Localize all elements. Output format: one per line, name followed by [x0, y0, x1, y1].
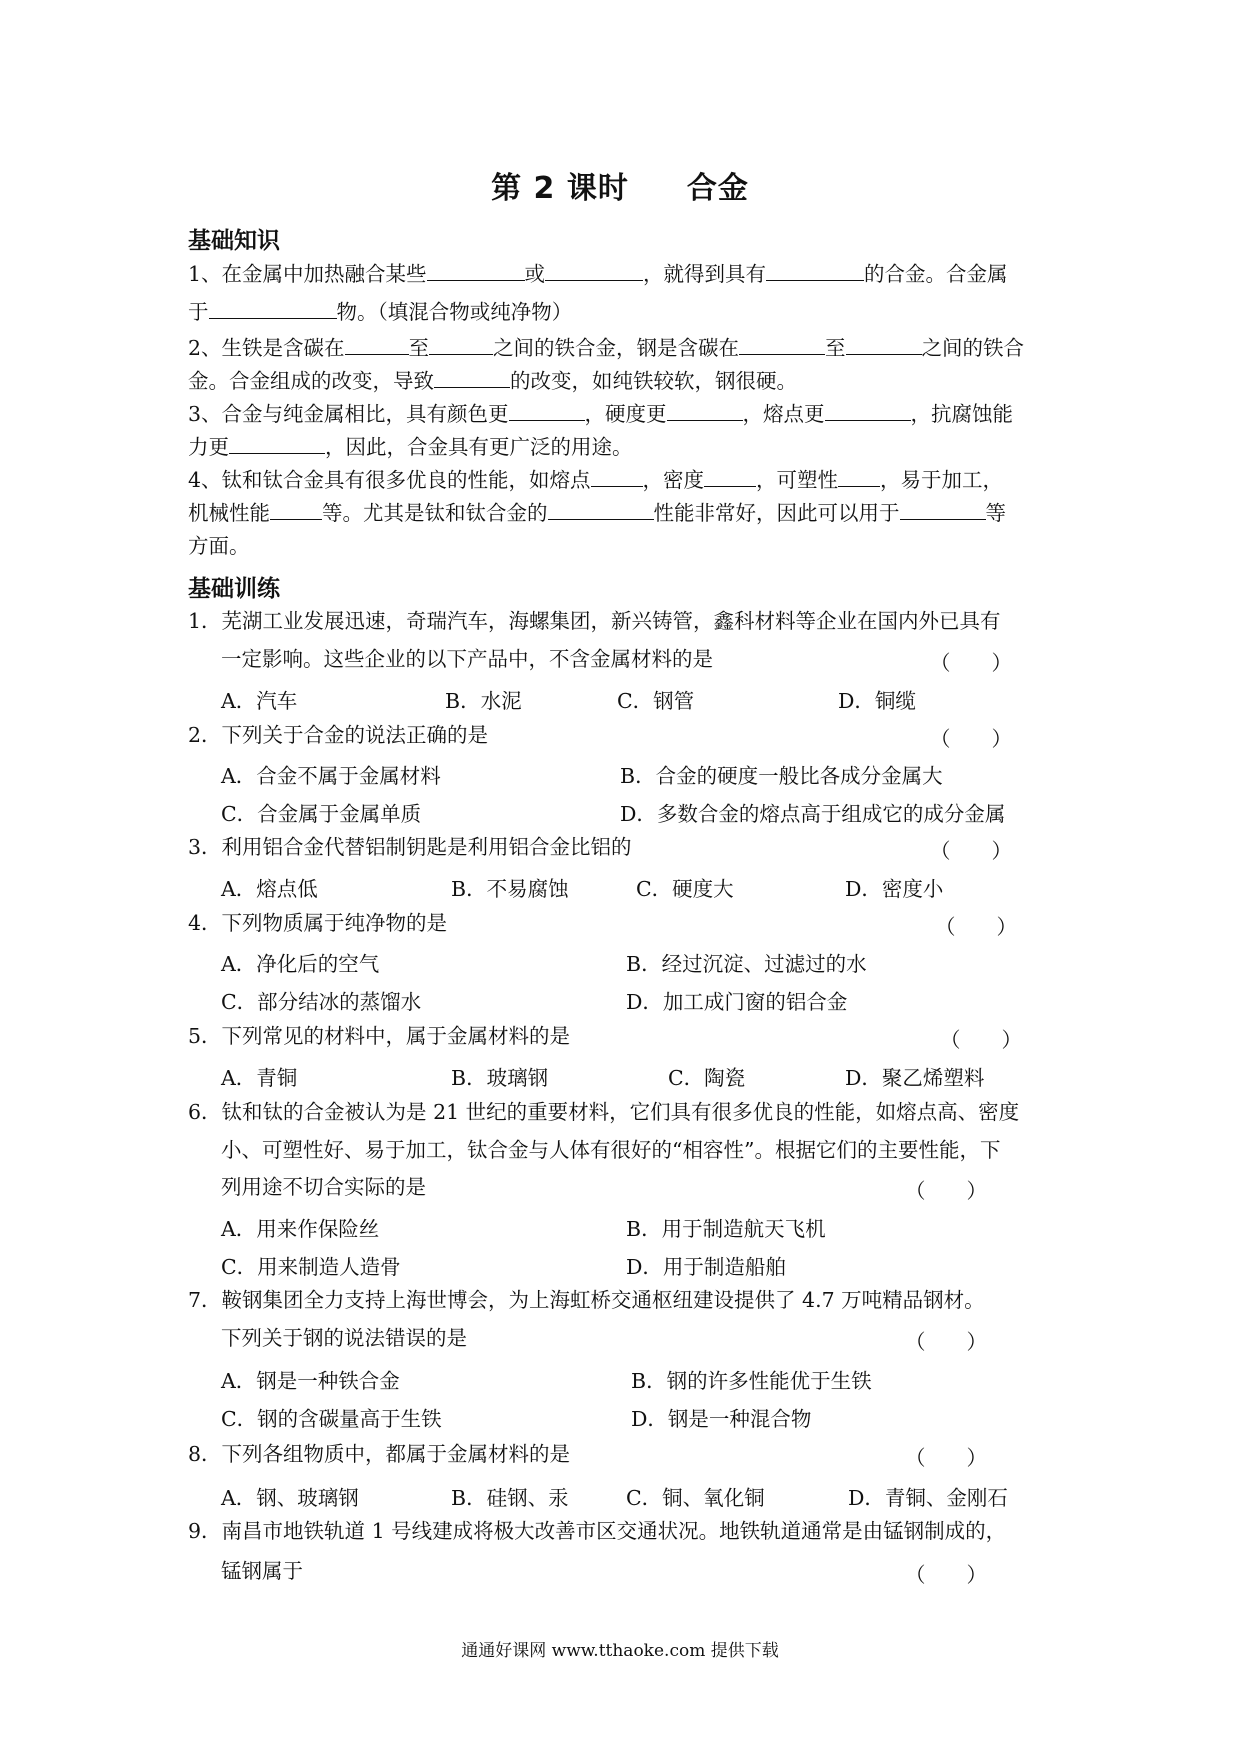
q7-option-d: D．钢是一种混合物: [631, 1407, 812, 1431]
q4-option-a: A．净化后的空气: [221, 952, 380, 976]
title-topic: 合金: [686, 171, 749, 206]
question-6-line-1: 6．钛和钛的合金被认为是 21 世纪的重要材料，它们具有很多优良的性能，如熔点高、密度: [188, 1100, 1020, 1124]
q6-option-a: A．用来作保险丝: [221, 1217, 380, 1241]
knowledge-4-line-2: 机械性能 等。尤其是钛和钛合金的 性能非常好，因此可以用于 等: [188, 501, 1006, 525]
q8-option-d: D．青铜、金刚石: [848, 1486, 1008, 1510]
answer-paren-4: （ ）: [935, 915, 1017, 939]
q8-option-b: B．硅钢、汞: [451, 1486, 569, 1510]
knowledge-1-line-1: 1、在金属中加热融合某些 或 ，就得到具有 的合金。合金属: [188, 262, 1008, 286]
q4-option-b: B．经过沉淀、过滤过的水: [626, 952, 867, 976]
section-heading-training: 基础训练: [188, 576, 280, 602]
q5-option-c: C．陶瓷: [668, 1066, 746, 1090]
answer-paren-3: （ ）: [930, 839, 1012, 863]
knowledge-3-line-1: 3、合金与纯金属相比，具有颜色更 ，硬度更 ，熔点更 ，抗腐蚀能: [188, 402, 1014, 426]
q2-option-a: A．合金不属于金属材料: [221, 764, 441, 788]
section-heading-knowledge: 基础知识: [188, 228, 280, 254]
question-3-line-1: 3．利用铝合金代替铝制钥匙是利用铝合金比铝的: [188, 835, 632, 859]
q1-option-c: C．钢管: [617, 689, 695, 713]
q7-option-a: A．钢是一种铁合金: [221, 1369, 400, 1393]
question-1-line-2: 一定影响。这些企业的以下产品中，不含金属材料的是: [221, 647, 713, 671]
knowledge-4-line-1: 4、钛和钛合金具有很多优良的性能，如熔点 ，密度 ，可塑性 ，易于加工，: [188, 468, 1004, 492]
question-8-line-1: 8．下列各组物质中，都属于金属材料的是: [188, 1442, 571, 1466]
q6-option-b: B．用于制造航天飞机: [626, 1217, 826, 1241]
q1-option-b: B．水泥: [445, 689, 522, 713]
q1-option-a: A．汽车: [221, 689, 298, 713]
q7-option-b: B．钢的许多性能优于生铁: [631, 1369, 872, 1393]
q3-option-c: C．硬度大: [636, 877, 734, 901]
knowledge-4-line-3: 方面。: [188, 534, 250, 558]
q6-option-c: C．用来制造人造骨: [221, 1255, 401, 1279]
question-9-line-1: 9．南昌市地铁轨道 1 号线建成将极大改善市区交通状况。地铁轨道通常是由锰钢制成的，: [188, 1519, 1007, 1543]
q3-option-d: D．密度小: [845, 877, 944, 901]
q6-option-d: D．用于制造船舶: [626, 1255, 786, 1279]
knowledge-3-line-2: 力更 ，因此，合金具有更广泛的用途。: [188, 435, 633, 459]
q2-option-b: B．合金的硬度一般比各成分金属大: [620, 764, 943, 788]
q5-option-b: B．玻璃钢: [451, 1066, 549, 1090]
q3-option-a: A．熔点低: [221, 877, 318, 901]
question-5-line-1: 5．下列常见的材料中，属于金属材料的是: [188, 1024, 571, 1048]
q7-option-c: C．钢的含碳量高于生铁: [221, 1407, 442, 1431]
page-title: [0, 163, 1240, 207]
answer-paren-2: （ ）: [930, 727, 1012, 751]
question-4-line-1: 4．下列物质属于纯净物的是: [188, 911, 448, 935]
question-2-line-1: 2．下列关于合金的说法正确的是: [188, 723, 489, 747]
q1-option-d: D．铜缆: [838, 689, 916, 713]
q3-option-b: B．不易腐蚀: [451, 877, 569, 901]
knowledge-2-line-1: 2、生铁是含碳在 至 之间的铁合金，钢是含碳在 至 之间的铁合: [188, 336, 1025, 360]
question-9-line-2: 锰钢属于: [221, 1559, 303, 1583]
title-lesson: 第 2 课时: [491, 171, 629, 206]
question-1-line-1: 1．芜湖工业发展迅速，奇瑞汽车，海螺集团，新兴铸管，鑫科材料等企业在国内外已具有: [188, 609, 1001, 633]
q5-option-a: A．青铜: [221, 1066, 298, 1090]
q2-option-c: C．合金属于金属单质: [221, 802, 422, 826]
answer-paren-1: （ ）: [930, 651, 1012, 675]
answer-paren-6: （ ）: [905, 1179, 987, 1203]
q8-option-a: A．钢、玻璃钢: [221, 1486, 359, 1510]
q4-option-c: C．部分结冰的蒸馏水: [221, 990, 422, 1014]
question-6-line-3: 列用途不切合实际的是: [221, 1175, 426, 1199]
answer-paren-7: （ ）: [905, 1330, 987, 1354]
answer-paren-5: （ ）: [940, 1028, 1022, 1052]
answer-paren-8: （ ）: [905, 1446, 987, 1470]
knowledge-2-line-2: 金。合金组成的改变，导致 的改变，如纯铁较软，钢很硬。: [188, 369, 797, 393]
q2-option-d: D．多数合金的熔点高于组成它的成分金属: [620, 802, 1006, 826]
knowledge-1-line-2: 于 物。（填混合物或纯净物）: [188, 300, 573, 324]
q8-option-c: C．铜、氧化铜: [626, 1486, 765, 1510]
q5-option-d: D．聚乙烯塑料: [845, 1066, 985, 1090]
question-7-line-2: 下列关于钢的说法错误的是: [221, 1326, 467, 1350]
answer-paren-9: （ ）: [905, 1563, 987, 1587]
question-6-line-2: 小、可塑性好、易于加工，钛合金与人体有很好的“相容性”。根据它们的主要性能，下: [221, 1138, 1001, 1162]
question-7-line-1: 7．鞍钢集团全力支持上海世博会，为上海虹桥交通枢纽建设提供了 4.7 万吨精品钢材。: [188, 1288, 985, 1312]
page-footer: 通通好课网 www.tthaoke.com 提供下载: [461, 1641, 779, 1661]
q4-option-d: D．加工成门窗的铝合金: [626, 990, 848, 1014]
